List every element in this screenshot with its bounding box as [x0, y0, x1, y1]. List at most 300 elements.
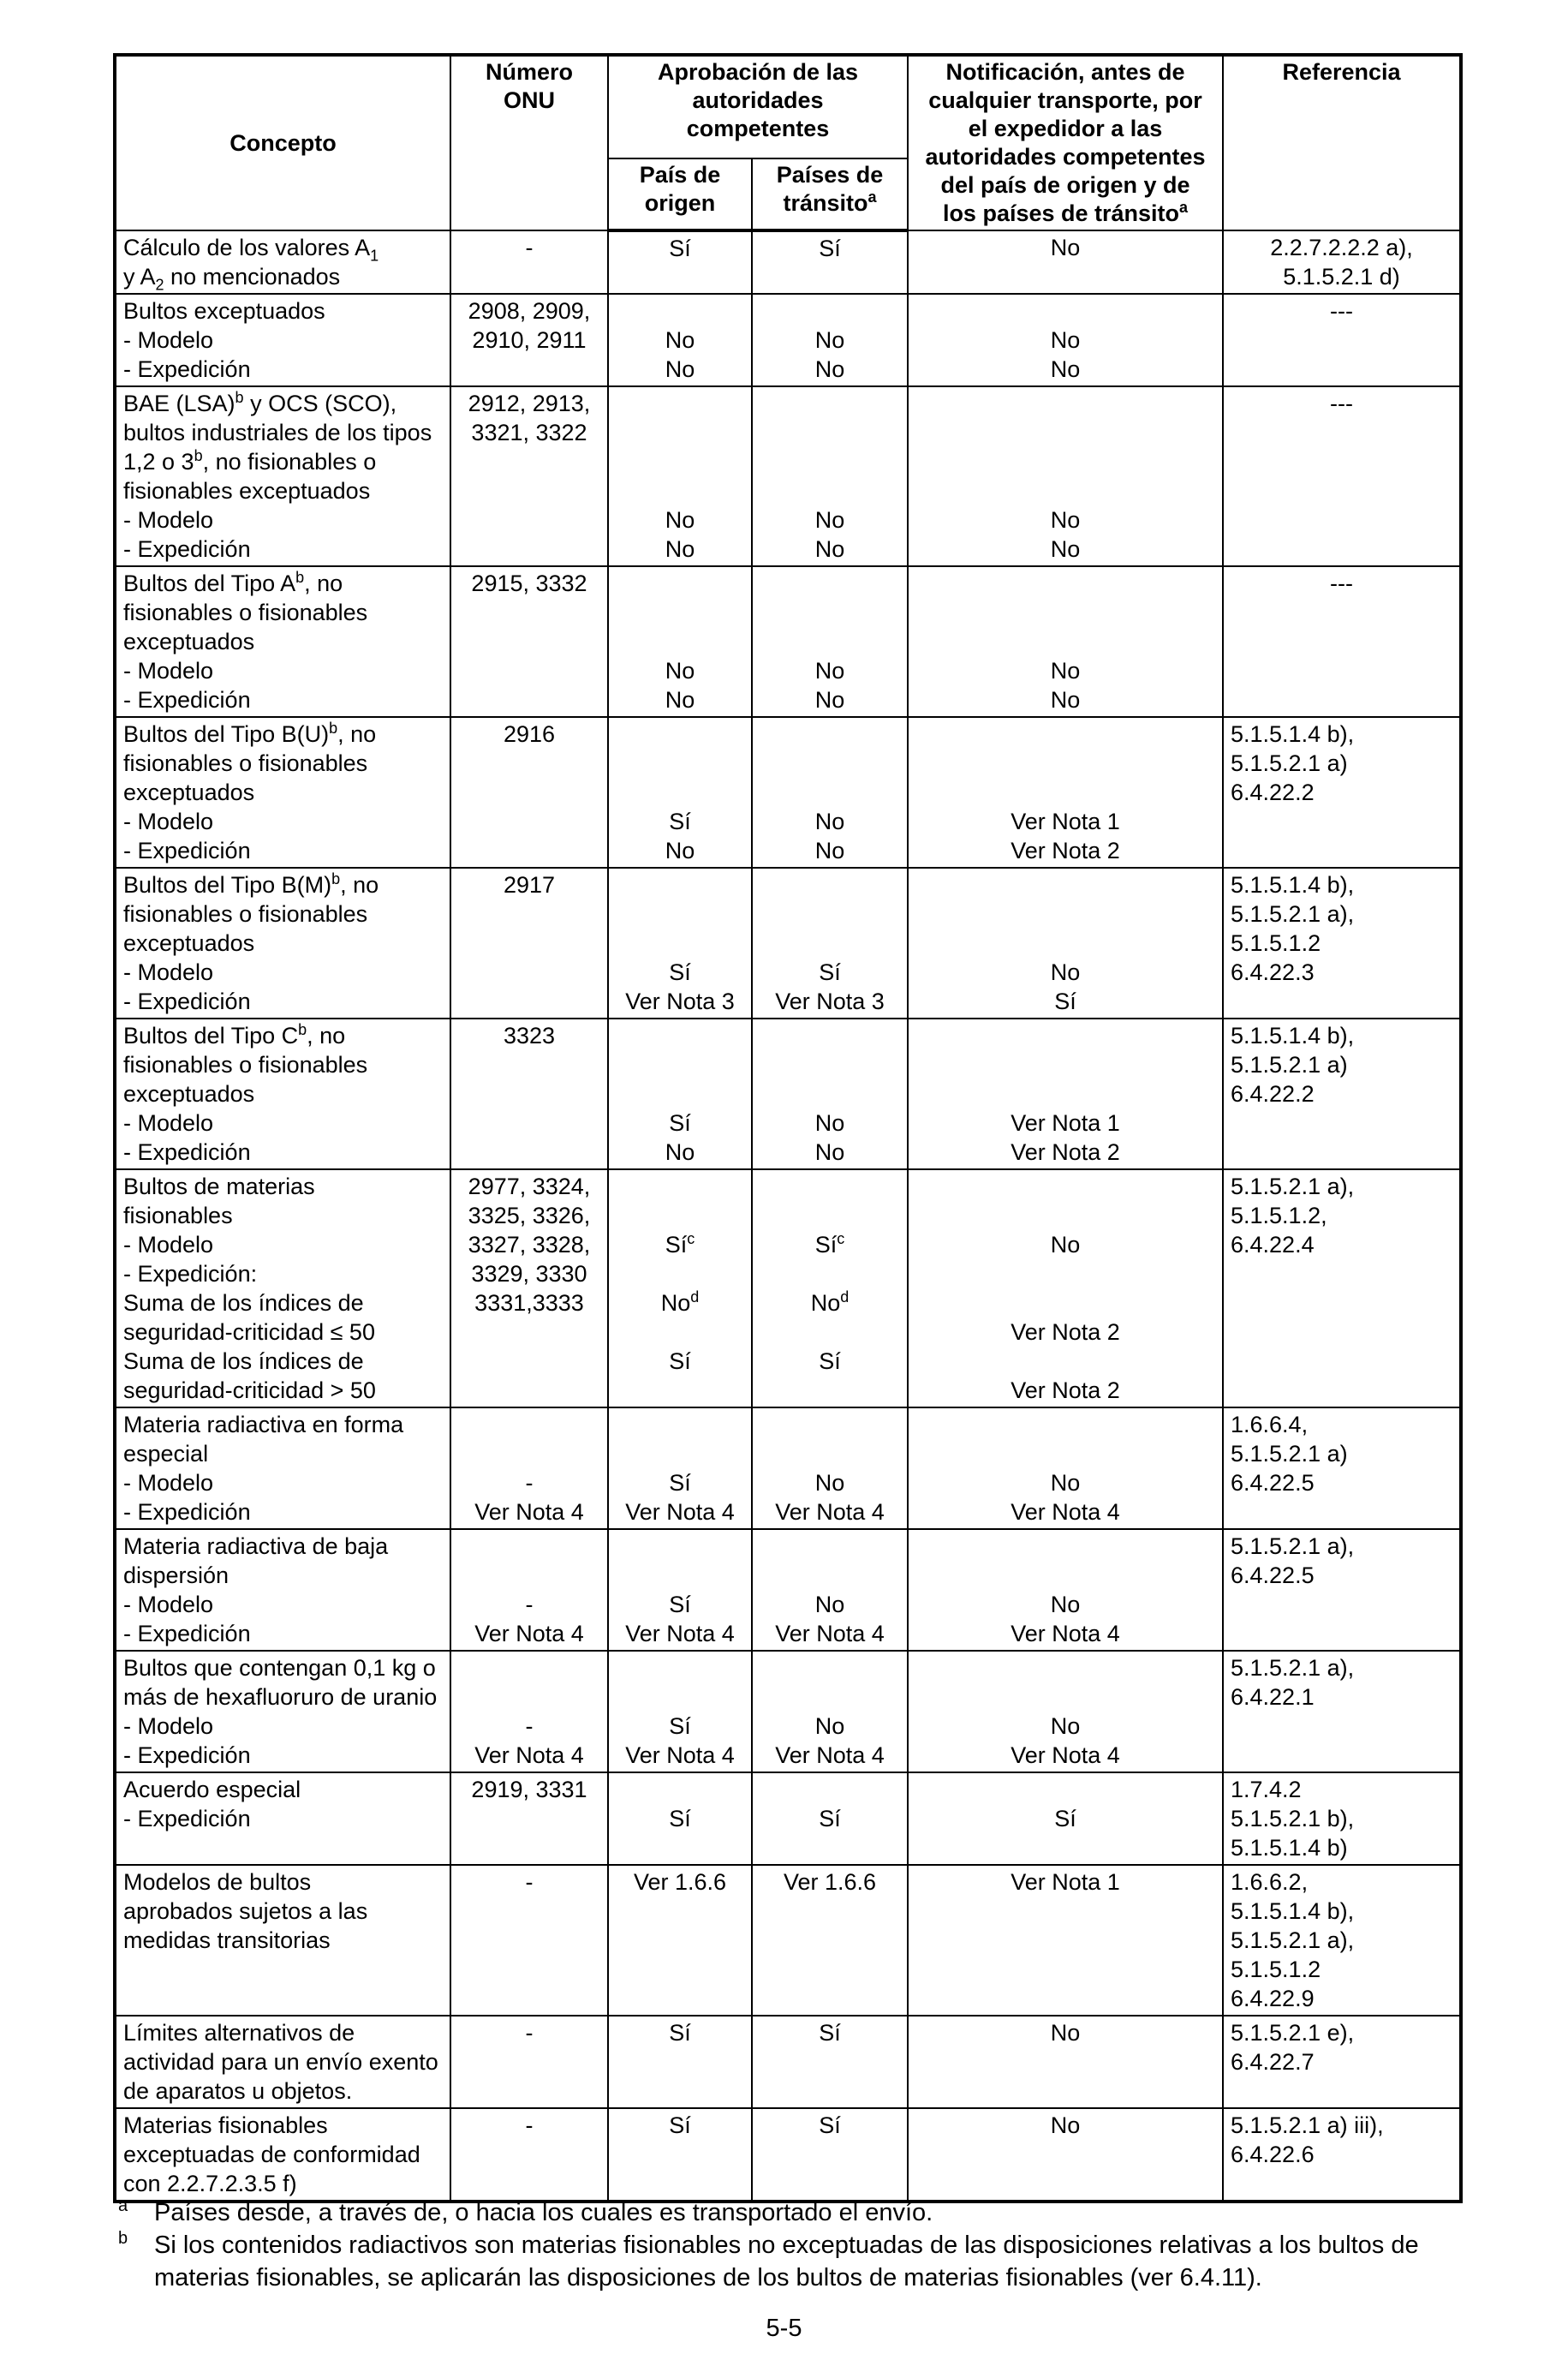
cell-origen [608, 230, 752, 294]
cell-notif [908, 294, 1223, 386]
cell-value [616, 476, 744, 505]
cell-transito [752, 294, 908, 386]
cell-value: 5.1.5.1.2 [1231, 930, 1321, 956]
cell-value [616, 1317, 744, 1347]
cell-value [915, 1347, 1215, 1376]
cell-ref [1223, 294, 1461, 386]
cell-value [616, 749, 744, 778]
cell-value: Sí [819, 959, 841, 985]
concept-line: Bultos del Tipo $B(U)^b$, no [123, 720, 377, 747]
footnote-mark: b [118, 2229, 128, 2248]
concept-line: de aparatos u objetos. [123, 2078, 353, 2104]
cell-value [760, 1317, 900, 1347]
cell-value: No [1050, 327, 1081, 353]
cell-value: 6.4.22.2 [1231, 1081, 1315, 1107]
cell-onu [450, 2016, 608, 2108]
concept-line: fisionables [123, 1203, 233, 1228]
cell-value: 5.1.5.2.1 b), [1231, 1806, 1355, 1831]
cell-value: 5.1.5.2.1 a), [1231, 1533, 1355, 1559]
cell-value: 5.1.5.2.1 a), [1231, 1927, 1355, 1953]
cell-value [760, 447, 900, 476]
cell-value: Ver Nota 3 [775, 989, 885, 1014]
concept-line: fisionables o fisionables [123, 600, 368, 625]
cell-value: No [1050, 2112, 1081, 2138]
footnotes [118, 2196, 1454, 2294]
cell-value [616, 720, 744, 749]
cell-origen [608, 2016, 752, 2108]
cell-ref [1223, 1772, 1461, 1865]
concept-line: Cálculo de los valores $A_1$ [123, 235, 379, 265]
concept-line: - Expedición [123, 1621, 251, 1646]
header-pais-origen: País de origen [608, 158, 752, 230]
cell-ref [1223, 1865, 1461, 2016]
cell-transito [752, 1169, 908, 1407]
cell-value [915, 418, 1215, 447]
cell-concepto [115, 1407, 450, 1529]
cell-value [915, 1050, 1215, 1079]
cell-value: --- [1330, 571, 1353, 596]
cell-value [760, 870, 900, 899]
cell-value: 2.2.7.2.2.2 a), [1270, 235, 1413, 260]
cell-value [760, 1532, 900, 1561]
table-row [115, 230, 1461, 294]
concept-line: Acuerdo especial [123, 1777, 301, 1802]
cell-onu [450, 1407, 608, 1529]
cell-value: Ver Nota 1 [1011, 809, 1120, 834]
cell-value [616, 389, 744, 418]
concept-line: exceptuados [123, 930, 255, 956]
cell-onu [450, 2108, 608, 2202]
cell-value: Sí [819, 1806, 841, 1831]
cell-value: Ver Nota 4 [474, 1499, 584, 1525]
cell-value [616, 418, 744, 447]
cell-value: Ver Nota 4 [625, 1742, 735, 1768]
approval-requirements-table [113, 53, 1463, 2203]
cell-onu [450, 1169, 608, 1407]
cell-value [616, 1201, 744, 1230]
cell-notif [908, 1651, 1223, 1772]
cell-value [616, 1376, 744, 1405]
cell-transito [752, 717, 908, 868]
cell-value: 5.1.5.1.4 b) [1231, 1835, 1348, 1861]
cell-value [760, 569, 900, 598]
cell-value: 5.1.5.2.1 a) [1231, 1052, 1348, 1078]
cell-notif [908, 868, 1223, 1019]
cell-value: No [1050, 235, 1081, 260]
cell-value [616, 627, 744, 656]
footnote-mark: a [118, 2196, 128, 2215]
concept-line: - Expedición: [123, 1261, 258, 1287]
concept-line: - Expedición [123, 687, 251, 713]
cell-ref [1223, 868, 1461, 1019]
header-concepto: Concepto [115, 55, 450, 230]
concept-line: - Modelo [123, 809, 214, 834]
concept-line: - Expedición [123, 356, 251, 382]
cell-value: No [665, 658, 695, 684]
cell-ref [1223, 2016, 1461, 2108]
cell-value [915, 296, 1215, 326]
cell-concepto [115, 1651, 450, 1772]
footnote-text: Si los contenidos radiactivos son materias fisionables no exceptuadas de las disposiciones relativas a los bultos de materias fisionables, se aplicarán las disposiciones de los bultos de materias fisionables (ver 6.4.11). [154, 2232, 1419, 2291]
cell-value: No [665, 356, 695, 382]
cell-value: Sí [1054, 989, 1076, 1014]
cell-value: Ver Nota 4 [1011, 1499, 1120, 1525]
concept-line: Límites alternativos de [123, 2020, 355, 2046]
concept-line: actividad para un envío exento [123, 2049, 438, 2075]
cell-value: Sí [819, 1348, 841, 1374]
cell-onu [450, 1651, 608, 1772]
cell-value [915, 1439, 1215, 1468]
cell-transito [752, 1772, 908, 1865]
table-row [115, 1865, 1461, 2016]
concept-line: fisionables o fisionables [123, 750, 368, 776]
concept-line: seguridad-criticidad ≤ 50 [123, 1319, 375, 1345]
cell-value: 5.1.5.2.1 a) [1231, 1441, 1348, 1467]
cell-transito [752, 2016, 908, 2108]
cell-transito [752, 1019, 908, 1169]
cell-ref [1223, 230, 1461, 294]
cell-value: 5.1.5.1.4 b), [1231, 1023, 1355, 1049]
cell-value [915, 749, 1215, 778]
cell-concepto [115, 1865, 450, 2016]
cell-value: No [814, 658, 845, 684]
cell-concepto [115, 386, 450, 566]
cell-value: 1.6.6.2, [1231, 1869, 1309, 1895]
concept-line: exceptuados [123, 780, 255, 805]
cell-value: 5.1.5.1.4 b), [1231, 872, 1355, 898]
concept-line: fisionables exceptuados [123, 478, 371, 504]
cell-ref [1223, 1169, 1461, 1407]
concept-line: - Modelo [123, 1232, 214, 1258]
cell-value [616, 870, 744, 899]
cell-value: Sí [669, 1348, 691, 1374]
footnote-b [118, 2229, 1454, 2294]
cell-value [760, 1050, 900, 1079]
cell-value [616, 899, 744, 929]
cell-value [458, 1410, 600, 1439]
cell-onu [450, 717, 608, 868]
cell-value [458, 1439, 600, 1468]
cell-value: Ver Nota 4 [1011, 1621, 1120, 1646]
cell-notif [908, 1407, 1223, 1529]
cell-value: No [814, 1592, 845, 1617]
cell-value [760, 899, 900, 929]
cell-value [760, 627, 900, 656]
concept-line: - Expedición [123, 1499, 251, 1525]
cell-value: 5.1.5.2.1 e), [1231, 2020, 1355, 2046]
cell-value: 5.1.5.2.1 a), [1231, 1174, 1355, 1199]
cell-value: - [525, 1869, 534, 1895]
cell-value: Ver Nota 2 [1011, 1377, 1120, 1403]
cell-value [760, 1172, 900, 1201]
cell-value: 2915, 3332 [471, 571, 587, 596]
cell-value: No [1050, 356, 1081, 382]
cell-value: No [814, 327, 845, 353]
cell-value: 2916 [503, 721, 556, 747]
cell-value: 5.1.5.2.1 a), [1231, 1655, 1355, 1681]
cell-value [915, 447, 1215, 476]
cell-value [616, 778, 744, 807]
cell-value [616, 1439, 744, 1468]
concept-line: medidas transitorias [123, 1927, 331, 1953]
cell-notif [908, 1529, 1223, 1651]
cell-onu [450, 566, 608, 717]
cell-value: 6.4.22.7 [1231, 2049, 1315, 2075]
cell-value: 1.7.4.2 [1231, 1777, 1302, 1802]
concept-line: bultos industriales de los tipos [123, 420, 432, 445]
cell-value: Ver Nota 4 [1011, 1742, 1120, 1768]
cell-value: No [814, 1713, 845, 1739]
cell-value [458, 1532, 600, 1561]
cell-value: No [1050, 959, 1081, 985]
cell-value: Ver Nota 4 [474, 1742, 584, 1768]
concept-line: - Expedición [123, 838, 251, 863]
concept-line: Materia radiactiva de baja [123, 1533, 389, 1559]
concept-line: BAE (LSA)$^b$ y OCS (SCO), [123, 389, 397, 416]
footnote-a [118, 2196, 1454, 2229]
table-row [115, 294, 1461, 386]
header-paises-transito: Países de tránsito$^a$ [752, 158, 908, 230]
cell-value [616, 598, 744, 627]
cell-value: No [814, 1110, 845, 1136]
concept-line: - Expedición [123, 989, 251, 1014]
cell-value: --- [1330, 391, 1353, 416]
cell-value: Ver Nota 4 [625, 1499, 735, 1525]
cell-value: Sí [819, 236, 841, 261]
cell-value [760, 296, 900, 326]
cell-value [616, 1410, 744, 1439]
cell-value: 5.1.5.1.2 [1231, 1957, 1321, 1982]
cell-origen [608, 294, 752, 386]
cell-value: No [1050, 658, 1081, 684]
cell-value [915, 389, 1215, 418]
cell-value: 2910, 2911 [472, 327, 587, 353]
cell-value: Sí [669, 1806, 691, 1831]
cell-value: 5.1.5.2.1 a) [1231, 750, 1348, 776]
cell-ref [1223, 1651, 1461, 1772]
cell-value [915, 1775, 1215, 1804]
cell-origen [608, 566, 752, 717]
header-numero-onu: Número ONU [450, 55, 608, 230]
cell-value [760, 720, 900, 749]
concept-line: - Modelo [123, 959, 214, 985]
cell-notif [908, 230, 1223, 294]
cell-value: 3321, 3322 [471, 420, 587, 445]
cell-value: $Sí^c$ [814, 1230, 845, 1258]
cell-value [915, 569, 1215, 598]
cell-value [616, 296, 744, 326]
cell-ref [1223, 1019, 1461, 1169]
cell-concepto [115, 717, 450, 868]
cell-transito [752, 386, 908, 566]
concept-line: - Modelo [123, 1470, 214, 1496]
cell-value [915, 870, 1215, 899]
cell-ref [1223, 717, 1461, 868]
cell-value: Ver Nota 4 [775, 1742, 885, 1768]
cell-value: 3329, 3330 [471, 1261, 587, 1287]
cell-value: No [1050, 507, 1081, 533]
cell-value: No [814, 507, 845, 533]
cell-value: Ver Nota 4 [775, 1621, 885, 1646]
cell-value [760, 1079, 900, 1108]
cell-value: No [665, 327, 695, 353]
cell-transito [752, 868, 908, 1019]
cell-notif [908, 1169, 1223, 1407]
cell-value: No [1050, 536, 1081, 562]
cell-value [616, 929, 744, 958]
cell-onu [450, 230, 608, 294]
concept-line: Suma de los índices de [123, 1290, 364, 1316]
cell-origen [608, 1529, 752, 1651]
cell-value: 6.4.22.5 [1231, 1470, 1315, 1496]
cell-value [915, 720, 1215, 749]
cell-value [616, 1172, 744, 1201]
cell-value: 6.4.22.9 [1231, 1986, 1315, 2011]
cell-value: Ver 1.6.6 [783, 1869, 877, 1895]
cell-onu [450, 1865, 608, 2016]
cell-value [915, 929, 1215, 958]
concept-line: exceptuados [123, 1081, 255, 1107]
cell-ref [1223, 2108, 1461, 2202]
cell-transito [752, 230, 908, 294]
concept-line: seguridad-criticidad > 50 [123, 1377, 376, 1403]
concept-line: - Modelo [123, 327, 214, 353]
cell-transito [752, 1529, 908, 1651]
table-row [115, 386, 1461, 566]
cell-onu [450, 1529, 608, 1651]
cell-value: No [814, 536, 845, 562]
cell-value: 5.1.5.1.4 b), [1231, 721, 1355, 747]
concept-line: Bultos exceptuados [123, 298, 325, 324]
cell-value: No [814, 809, 845, 834]
cell-value [760, 476, 900, 505]
cell-value: No [1050, 1592, 1081, 1617]
footnote-text: Países desde, a través de, o hacia los cuales es transportado el envío. [154, 2199, 933, 2226]
cell-value: 3323 [503, 1023, 556, 1049]
cell-value [616, 1532, 744, 1561]
cell-value [616, 1079, 744, 1108]
concept-line: - Modelo [123, 1110, 214, 1136]
cell-concepto [115, 230, 450, 294]
table-header-row [115, 55, 1461, 158]
cell-value [915, 476, 1215, 505]
cell-value: Sí [819, 2020, 841, 2046]
cell-value: - [525, 235, 534, 260]
cell-origen [608, 1865, 752, 2016]
table-row [115, 1772, 1461, 1865]
cell-value: Sí [669, 1713, 691, 1739]
cell-value: 3325, 3326, [468, 1203, 591, 1228]
cell-concepto [115, 566, 450, 717]
cell-value: Sí [669, 2112, 691, 2138]
cell-value: $Sí^c$ [665, 1230, 695, 1258]
cell-value [760, 778, 900, 807]
cell-value: No [665, 687, 695, 713]
cell-value: No$^d$ [810, 1288, 850, 1316]
cell-value: - [525, 2020, 534, 2046]
cell-value: Sí [819, 2112, 841, 2138]
table-row [115, 1529, 1461, 1651]
cell-value [760, 598, 900, 627]
cell-value: Sí [669, 809, 691, 834]
cell-value: 6.4.22.3 [1231, 959, 1315, 985]
cell-ref [1223, 1407, 1461, 1529]
cell-value: 2908, 2909, [468, 298, 591, 324]
cell-concepto [115, 1169, 450, 1407]
cell-value [915, 899, 1215, 929]
cell-value: No [814, 687, 845, 713]
cell-value: 6.4.22.2 [1231, 780, 1315, 805]
cell-onu [450, 868, 608, 1019]
cell-notif [908, 717, 1223, 868]
cell-value: Sí [669, 236, 691, 261]
concept-line: Materia radiactiva en forma [123, 1412, 404, 1437]
cell-value: No [1050, 687, 1081, 713]
cell-value [760, 1439, 900, 1468]
cell-value: No [814, 838, 845, 863]
cell-value: --- [1330, 298, 1353, 324]
cell-notif [908, 2016, 1223, 2108]
table-row [115, 2016, 1461, 2108]
cell-value [915, 627, 1215, 656]
header-notificacion: Notificación, antes de cualquier transporte, por el expedidor a las autoridades competentes del país de origen y de los países de tránsito$^a$ [908, 55, 1223, 230]
concept-line: aprobados sujetos a las [123, 1898, 368, 1924]
cell-value: No [665, 536, 695, 562]
cell-value [458, 1682, 600, 1712]
cell-value: 1.6.6.4, [1231, 1412, 1309, 1437]
cell-concepto [115, 2108, 450, 2202]
cell-value: - [525, 1592, 534, 1617]
cell-value: - [525, 1470, 534, 1496]
cell-value: 5.1.5.2.1 d) [1283, 264, 1400, 290]
cell-value: - [525, 1713, 534, 1739]
concept-line: fisionables o fisionables [123, 901, 368, 927]
cell-value [915, 1201, 1215, 1230]
cell-value: Ver Nota 2 [1011, 838, 1120, 863]
cell-value: 5.1.5.1.4 b), [1231, 1898, 1355, 1924]
cell-value: 2919, 3331 [471, 1777, 587, 1802]
cell-value [915, 1532, 1215, 1561]
cell-value [760, 1376, 900, 1405]
cell-value [616, 447, 744, 476]
table-row [115, 566, 1461, 717]
cell-value [616, 1050, 744, 1079]
cell-ref [1223, 566, 1461, 717]
cell-value: 2912, 2913, [468, 391, 591, 416]
concept-line: Modelos de bultos [123, 1869, 312, 1895]
cell-value: 2977, 3324, [468, 1174, 591, 1199]
cell-origen [608, 1407, 752, 1529]
cell-ref [1223, 386, 1461, 566]
cell-value [915, 1288, 1215, 1317]
cell-value [760, 1561, 900, 1590]
concept-line: - Expedición [123, 1742, 251, 1768]
concept-line: Bultos de materias [123, 1174, 315, 1199]
cell-value: No [1050, 1470, 1081, 1496]
cell-transito [752, 566, 908, 717]
cell-value: 6.4.22.6 [1231, 2142, 1315, 2167]
cell-value: No$^d$ [660, 1288, 700, 1316]
table-row [115, 1019, 1461, 1169]
cell-value: Ver Nota 1 [1011, 1110, 1120, 1136]
cell-value [760, 1410, 900, 1439]
cell-transito [752, 1407, 908, 1529]
cell-value [915, 778, 1215, 807]
cell-concepto [115, 2016, 450, 2108]
cell-origen [608, 386, 752, 566]
page-number: 5-5 [766, 2315, 802, 2342]
table-row [115, 1169, 1461, 1407]
